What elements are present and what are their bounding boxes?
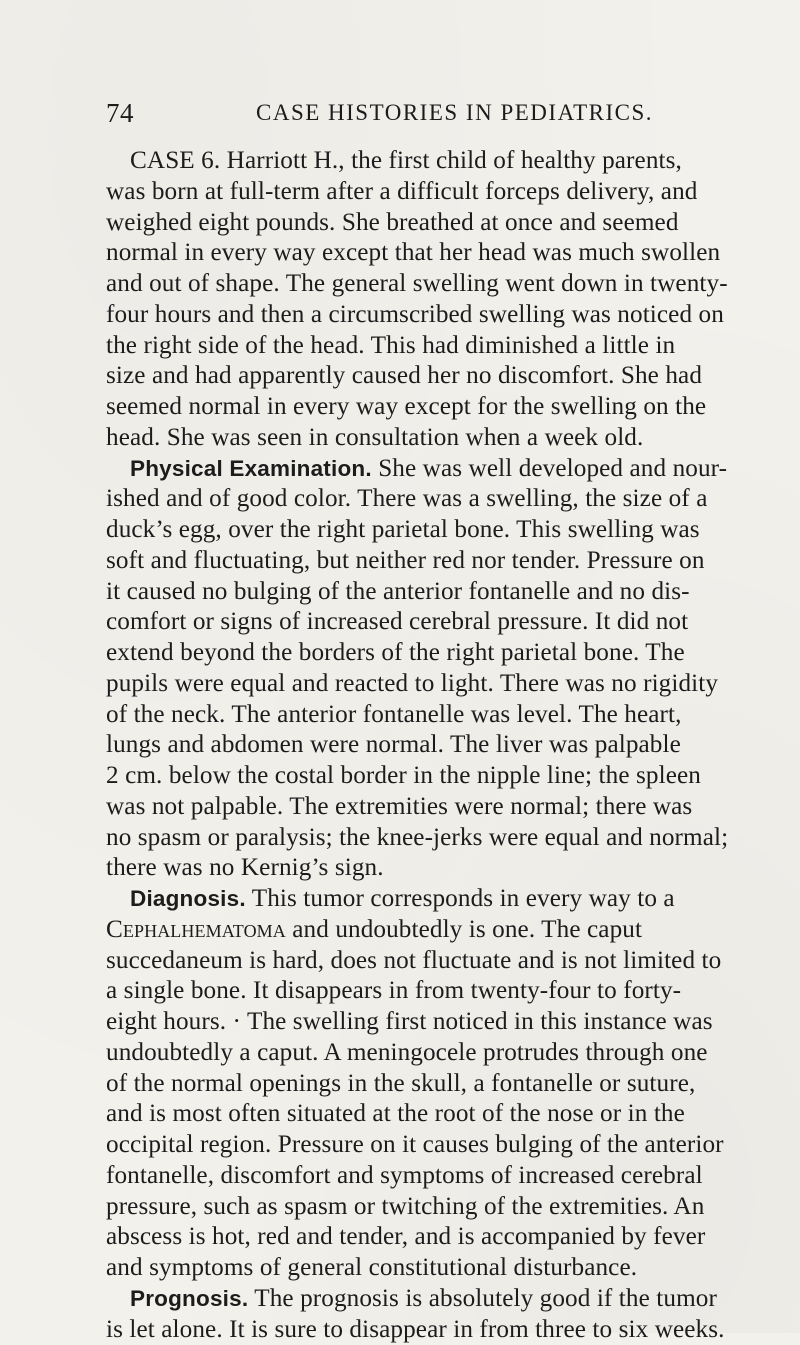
text-line: eight hours. · The swelling first noticed in this instance was	[106, 1007, 786, 1038]
text-line: abscess is hot, red and tender, and is accompanied by fever	[106, 1222, 786, 1253]
text-line: extend beyond the borders of the right parietal bone. The	[106, 638, 786, 669]
page-number: 74	[106, 98, 134, 129]
text-line	[106, 915, 786, 946]
prognosis-heading: Prognosis.	[130, 1286, 248, 1311]
text-line: the right side of the head. This had diminished a little in	[106, 331, 786, 362]
text-run: The prognosis is absolutely good if the tumor	[248, 1285, 717, 1312]
text-line: seemed normal in every way except for the swelling on the	[106, 392, 786, 423]
text-line: and out of shape. The general swelling went down in twenty-	[106, 269, 786, 300]
text-line: and is most often situated at the root of the nose or in the	[106, 1099, 786, 1130]
text-line: was not palpable. The extremities were normal; there was	[106, 792, 786, 823]
text-line: undoubtedly a caput. A meningocele protrudes through one	[106, 1038, 786, 1069]
text-line: and symptoms of general constitutional disturbance.	[106, 1253, 786, 1284]
text-line: no spasm or paralysis; the knee-jerks were equal and normal;	[106, 823, 786, 854]
text-line: weighed eight pounds. She breathed at once and seemed	[106, 208, 786, 239]
text-line: duck’s egg, over the right parietal bone. This swelling was	[106, 515, 786, 546]
text-line: is let alone. It is sure to disappear in from three to six weeks.	[106, 1315, 786, 1345]
text-line: comfort or signs of increased cerebral pressure. It did not	[106, 607, 786, 638]
running-head	[106, 98, 730, 134]
text-line: normal in every way except that her head was much swollen	[106, 238, 786, 269]
physical-examination-paragraph-start	[106, 454, 786, 485]
prognosis-paragraph-start	[106, 1284, 786, 1315]
running-title: CASE HISTORIES IN PEDIATRICS.	[256, 100, 653, 126]
text-line: it caused no bulging of the anterior fontanelle and no dis-	[106, 577, 786, 608]
physical-examination-heading: Physical Examination.	[130, 456, 372, 481]
text-line: a single bone. It disappears in from twenty-four to forty-	[106, 976, 786, 1007]
text-line: CASE 6. Harriott H., the first child of healthy parents,	[106, 146, 786, 177]
text-line: of the normal openings in the skull, a fontanelle or suture,	[106, 1069, 786, 1100]
text-line: was born at full-term after a difficult forceps delivery, and	[106, 177, 786, 208]
text-line: occipital region. Pressure on it causes bulging of the anterior	[106, 1130, 786, 1161]
text-line: head. She was seen in consultation when a week old.	[106, 423, 786, 454]
text-line: 2 cm. below the costal border in the nipple line; the spleen	[106, 761, 786, 792]
cephalhematoma-term: Cephalhematoma	[106, 916, 286, 943]
text-line: lungs and abdomen were normal. The liver was palpable	[106, 730, 786, 761]
text-run: She was well developed and nour-	[372, 455, 727, 482]
text-line: pupils were equal and reacted to light. There was no rigidity	[106, 669, 786, 700]
text-line: soft and fluctuating, but neither red nor tender. Pressure on	[106, 546, 786, 577]
text-run: and undoubtedly is one. The caput	[286, 916, 642, 943]
text-line: ished and of good color. There was a swelling, the size of a	[106, 484, 786, 515]
text-line: pressure, such as spasm or twitching of the extremities. An	[106, 1192, 786, 1223]
diagnosis-heading: Diagnosis.	[130, 886, 246, 911]
diagnosis-paragraph-start	[106, 884, 786, 915]
text-run: This tumor corresponds in every way to a	[246, 885, 675, 912]
text-line: succedaneum is hard, does not fluctuate and is not limited to	[106, 946, 786, 977]
text-line: of the neck. The anterior fontanelle was level. The heart,	[106, 700, 786, 731]
text-line: size and had apparently caused her no discomfort. She had	[106, 361, 786, 392]
case-text	[106, 146, 786, 1345]
text-line: there was no Kernig’s sign.	[106, 853, 786, 884]
text-line: fontanelle, discomfort and symptoms of increased cerebral	[106, 1161, 786, 1192]
text-line: four hours and then a circumscribed swelling was noticed on	[106, 300, 786, 331]
